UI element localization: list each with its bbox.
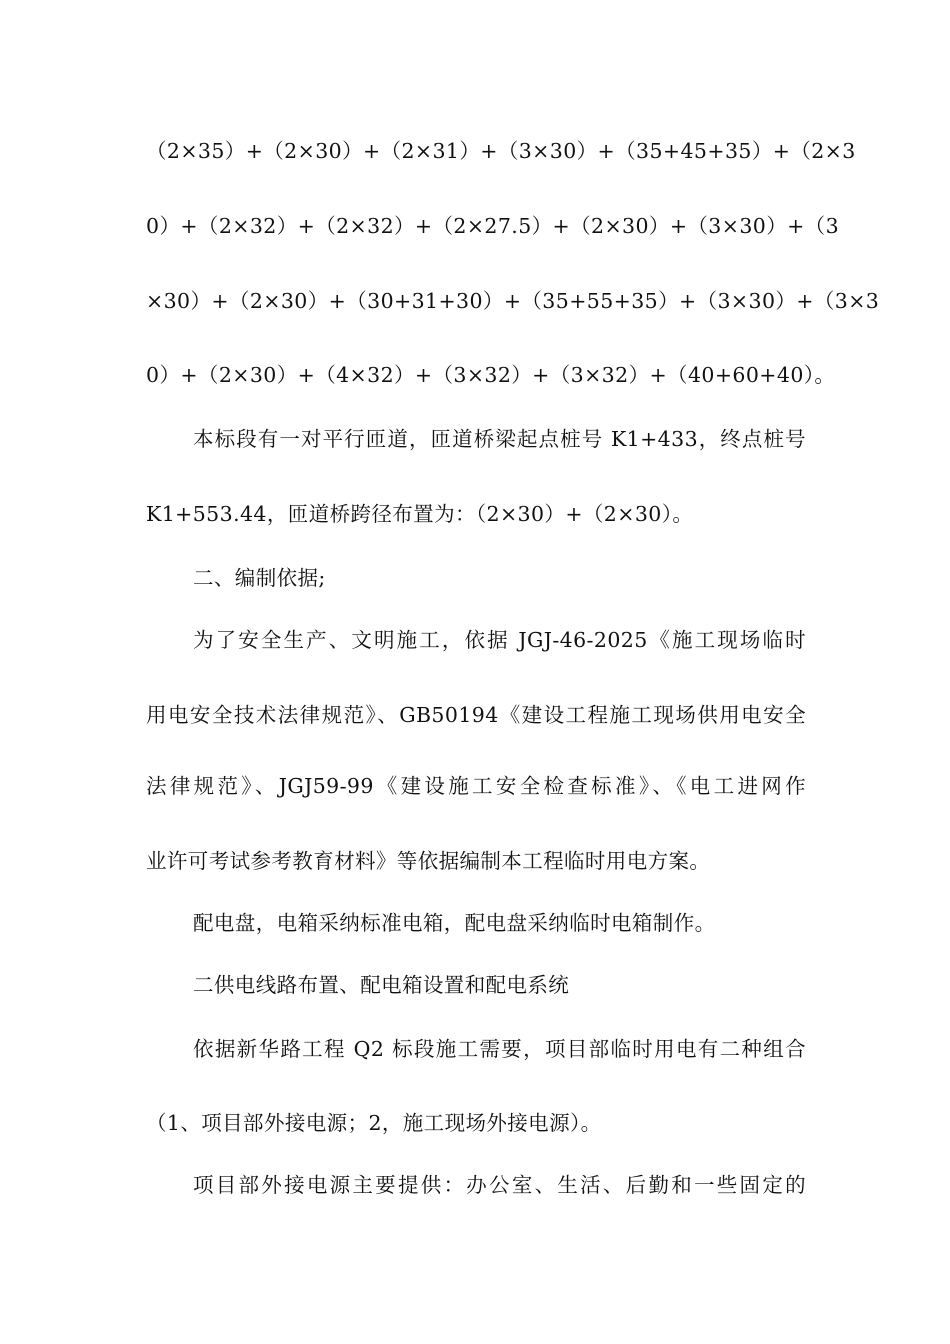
section-heading: 二供电线路布置、配电箱设置和配电系统	[193, 973, 570, 997]
text-line: （2×35）+（2×30）+（2×31）+（3×30）+（35+45+35）+（2×3	[146, 139, 856, 163]
text-line: 用电安全技术法律规范》、GB50194《建设工程施工现场供用电安全	[146, 703, 806, 727]
section-heading: 二、编制依据;	[193, 566, 326, 590]
text-line: 法律规范》、JGJ59-99《建设施工安全检查标准》、《电工进网作	[146, 774, 806, 798]
text-line: K1+553.44，匝道桥跨径布置为：（2×30）+（2×30）。	[146, 502, 694, 526]
paragraph-line: 为了安全生产、文明施工，依据 JGJ-46-2025《施工现场临时	[193, 628, 806, 652]
text-line: 0）+（2×32）+（2×32）+（2×27.5）+（2×30）+（3×30）+（3	[146, 214, 840, 238]
text-line: 业许可考试参考教育材料》等依据编制本工程临时用电方案。	[146, 849, 711, 873]
text-line: （1、项目部外接电源；2，施工现场外接电源）。	[146, 1111, 602, 1135]
paragraph-line: 配电盘，电箱采纳标准电箱，配电盘采纳临时电箱制作。	[193, 911, 716, 935]
paragraph-line: 本标段有一对平行匝道，匝道桥梁起点桩号 K1+433，终点桩号	[193, 427, 806, 451]
text-line: 0）+（2×30）+（4×32）+（3×32）+（3×32）+（40+60+40）。	[146, 363, 836, 387]
text-line: ×30）+（2×30）+（30+31+30）+（35+55+35）+（3×30）+（3×3	[146, 289, 880, 313]
paragraph-line: 依据新华路工程 Q2 标段施工需要，项目部临时用电有二种组合	[193, 1037, 806, 1061]
paragraph-line: 项目部外接电源主要提供：办公室、生活、后勤和一些固定的	[193, 1173, 806, 1197]
